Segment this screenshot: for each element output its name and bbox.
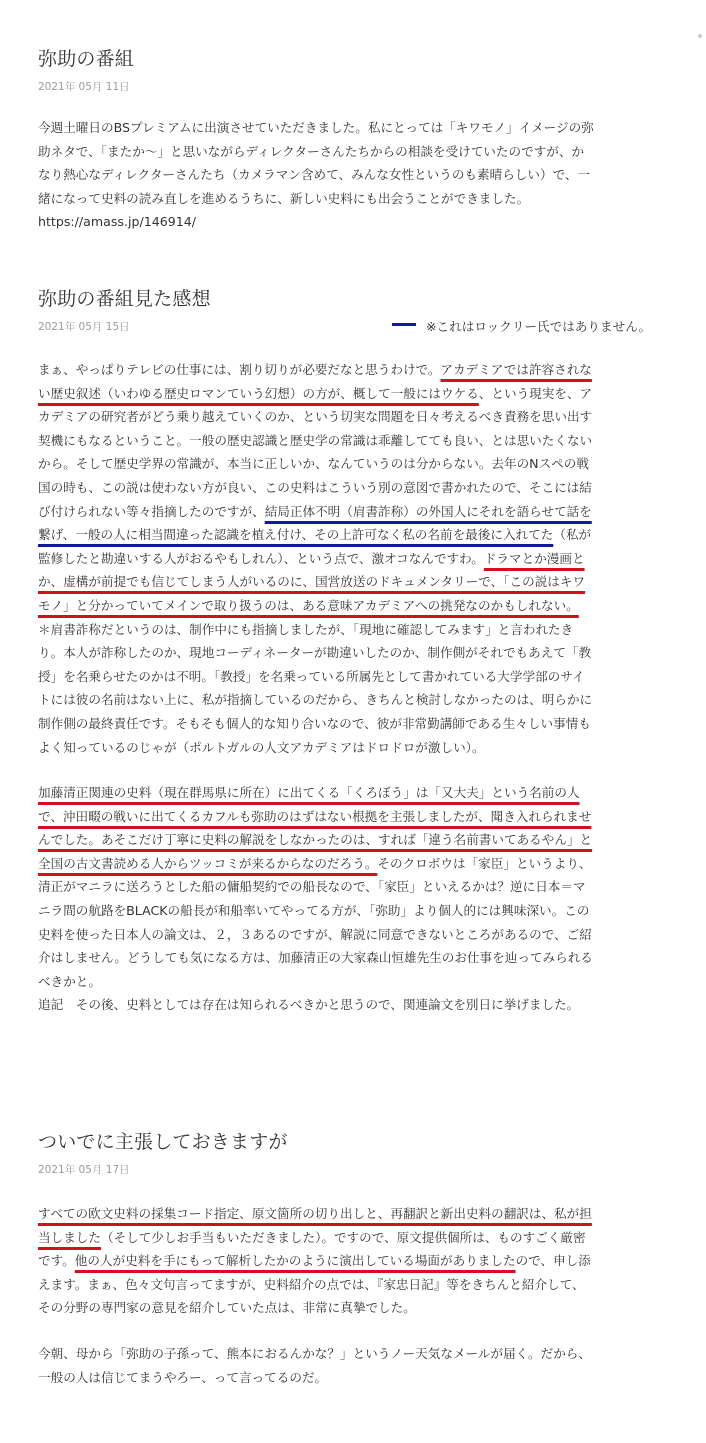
underlined-text-red: 当しました <box>38 1229 101 1245</box>
text-segment: 追記 その後、史料としては存在は知られるべきかと思うので、関連論文を別日に挙げました。 <box>38 997 580 1013</box>
text-line <box>38 405 678 429</box>
text-line <box>38 187 678 211</box>
post-date: 2021年 05月 11日 <box>38 81 130 93</box>
text-line <box>38 594 678 618</box>
paragraph <box>38 358 678 759</box>
text-line <box>38 805 678 829</box>
post-date: 2021年 05月 15日 <box>38 321 130 333</box>
text-segment: ので、申し添 <box>515 1253 591 1269</box>
text-line <box>38 163 678 187</box>
post-title[interactable]: 弥助の番組見た感想 <box>38 288 211 310</box>
underlined-text-red: 他の人が史料を手にもって解析したかのように演出している場面がありました <box>74 1253 516 1269</box>
text-segment: まぁ、やっぱりテレビの仕事には、割り切りが必要だなと思うわけで。 <box>38 362 441 377</box>
text-segment: えます。まぁ、色々文句言ってますが、史料紹介の点では、『家忠日記』等をきちんと紹介して、 <box>38 1276 585 1292</box>
text-line <box>38 641 678 665</box>
text-line <box>38 452 678 476</box>
paragraph <box>38 116 678 234</box>
text-segment: なり熱心なディレクターさんたち（カメラマン含めて、みんな女性というのも素晴らしい）で、一 <box>38 167 591 183</box>
text-line <box>38 946 678 970</box>
text-segment: 介はしません。どうしても気になる方は、加藤清正の大家森山恒雄先生のお仕事を辿ってみられる <box>38 950 593 966</box>
text-segment: カデミアの研究者がどう乗り越えていくのか、という切実な問題を日々考えるべき責務を思い出す <box>38 409 593 425</box>
text-line <box>38 923 678 947</box>
text-line <box>38 970 678 994</box>
text-line <box>38 429 678 453</box>
text-line <box>38 781 678 805</box>
text-line <box>38 570 678 594</box>
post-body <box>38 358 678 1017</box>
text-segment: 一般の人は信じてまうやろー、って言ってるのだ。 <box>38 1369 328 1385</box>
text-segment: ニラ間の航路をBLACKの船長が和船率いてやってる方が、「弥助」より個人的には興味深い。この <box>38 903 590 919</box>
underlined-text-red: モノ」と分かっていてメインで取り扱うのは、ある意味アカデミアへの挑発なのかもしれない。 <box>38 597 579 613</box>
text-segment: 史料を使った日本人の論文は、２，３あるのですが、解説に同意できないところがあるので、ご紹 <box>38 926 592 942</box>
blue-underline-swatch <box>392 323 416 326</box>
text-line <box>38 1366 678 1390</box>
post-body <box>38 116 678 234</box>
text-line <box>38 140 678 164</box>
text-line <box>38 1249 678 1273</box>
text-line <box>38 358 678 382</box>
underlined-text-red: ドラマとか漫画と <box>483 550 585 566</box>
underlined-text-red: い歴史叙述（いわゆる歴史ロマンていう幻想）の方が、概して一般にはウケる <box>38 385 479 401</box>
text-segment: その分野の専門家の意見を紹介していた点は、非常に真摯でした。 <box>38 1300 416 1316</box>
text-line <box>38 1342 678 1366</box>
text-segment: り。本人が詐称したのか、現地コーディネーターが勘違いしたのか、制作側がそれでもあえて「教 <box>38 645 592 661</box>
paragraph <box>38 1342 678 1389</box>
text-segment: 契機にもなるということ。一般の歴史認識と歴史学の常識は乖離してても良い、とは思いたくない <box>38 432 593 448</box>
scrollbar-indicator[interactable] <box>698 34 702 38</box>
paragraph <box>38 1202 678 1320</box>
underline-legend <box>392 316 651 335</box>
text-segment: び付けられない等々指摘したのですが、 <box>38 503 265 519</box>
text-segment: べきかと。 <box>38 973 101 989</box>
underlined-text-red: アカデミアでは許容されな <box>440 362 592 377</box>
text-segment: （私が <box>553 527 592 543</box>
text-segment: 監修したと勘違いする人がおるやもしれん）、という点で、激オコなんですわ。 <box>38 550 484 566</box>
paragraph <box>38 781 678 1017</box>
text-line <box>38 476 678 500</box>
text-segment: よく知っているのじゃが（ポルトガルの人文アカデミアはドロドロが激しい）。 <box>38 739 485 755</box>
text-segment: 、という現実を、ア <box>478 385 593 401</box>
text-line <box>38 523 678 547</box>
text-line <box>38 210 678 234</box>
text-line <box>38 736 678 760</box>
text-line <box>38 665 678 689</box>
underlined-text-blue: 繋げ、一般の人に相当間違った認識を植え付け、その上許可なく私の名前を最後に入れてた <box>38 527 554 543</box>
text-line <box>38 500 678 524</box>
text-segment: 制作側の最終責任です。そもそも個人的な知り合いなので、彼が非常勤講師である生々しい事情も <box>38 715 591 731</box>
text-line <box>38 116 678 140</box>
underlined-text-blue: 結局正体不明（肩書詐称）の外国人にそれを語らせて話を <box>264 503 592 519</box>
text-line <box>38 1202 678 1226</box>
text-line <box>38 712 678 736</box>
text-line <box>38 618 678 642</box>
text-segment: 緒になって史料の読み直しを進めるうちに、新しい史料にも出会うことができました。 <box>38 190 530 206</box>
text-segment: 今週土曜日のBSプレミアムに出演させていただきました。私にとっては「キワモノ」イメージの弥 <box>38 120 594 135</box>
post-title[interactable]: ついでに主張しておきますが <box>38 1131 288 1153</box>
post-body <box>38 1202 678 1389</box>
text-segment: トには彼の名前はない上に、私が指摘しているのだから、きちんと検討しなかったのは、明らかに <box>38 692 593 708</box>
text-segment: です。 <box>38 1253 75 1269</box>
text-line <box>38 993 678 1017</box>
underlined-text-red: か、虚構が前提でも信じてしまう人がいるのに、国営放送のドキュメンタリーで、「この説はキワ <box>38 574 586 590</box>
text-segment: 授」を名乗らせたのかは不明。「教授」を名乗っている所属先として書かれている大学学部のサイ <box>38 668 585 684</box>
text-segment: 今朝、母から「弥助の子孫って、熊本におるんかな？」というノー天気なメールが届く。だから、 <box>38 1345 591 1361</box>
text-line <box>38 828 678 852</box>
text-segment: 助ネタで、「またか～」と思いながらディレクターさんたちからの相談を受けていたのですが、か <box>38 143 585 159</box>
text-line <box>38 547 678 571</box>
text-line <box>38 688 678 712</box>
underlined-text-red: で、沖田畷の戦いに出てくるカフルも弥助のはずはない根拠を主張しましたが、聞き入れられませ <box>38 808 592 824</box>
underlined-text-red: んでした。あそこだけ丁寧に史料の解説をしなかったのは、すれば「違う名前書いてあるやん」と <box>38 832 593 848</box>
text-line <box>38 1273 678 1297</box>
underlined-text-red: すべての欧文史料の採集コード指定、原文箇所の切り出しと、再翻訳と新出史料の翻訳は、私が担 <box>38 1206 592 1221</box>
text-segment: そのクロボウは「家臣」というより、 <box>377 855 592 871</box>
text-segment: ＊肩書詐称だというのは、制作中にも指摘しましたが、「現地に確認してみます」と言われたき <box>38 621 574 637</box>
legend-text: ※これはロックリー氏ではありません。 <box>426 319 652 334</box>
blog-post <box>38 46 678 234</box>
post-date: 2021年 05月 17日 <box>38 1164 130 1176</box>
text-line <box>38 382 678 406</box>
underlined-text-red: 全国の古文書読める人からツッコミが来るからなのだろう。 <box>38 855 378 871</box>
text-line <box>38 875 678 899</box>
text-segment: から。そして歴史学界の常識が、本当に正しいか、なんていうのは分からない。去年のNスペの戦 <box>38 456 589 472</box>
text-segment: 国の時も、この説は使わない方が良い、この史料はこういう別の意図で書かれたので、そこには結 <box>38 479 592 495</box>
text-segment: 清正がマニラに送ろうとした船の傭船契約での船長なので、「家臣」といえるかは？逆に日本＝マ <box>38 879 586 895</box>
text-line <box>38 1296 678 1320</box>
text-line <box>38 852 678 876</box>
blog-post <box>38 1129 678 1389</box>
text-line <box>38 899 678 923</box>
post-title[interactable]: 弥助の番組 <box>38 48 135 70</box>
text-segment: （そして少しお手当もいただきました）。ですので、原文提供個所は、ものすごく厳密 <box>100 1229 586 1245</box>
text-line <box>38 1226 678 1250</box>
source-link[interactable]: https://amass.jp/146914/ <box>38 214 197 230</box>
blog-post <box>38 286 678 1017</box>
underlined-text-red: 加藤清正関連の史料（現在群馬県に所在）に出てくる「くろぼう」は「又大夫」という名前の人 <box>38 785 580 801</box>
